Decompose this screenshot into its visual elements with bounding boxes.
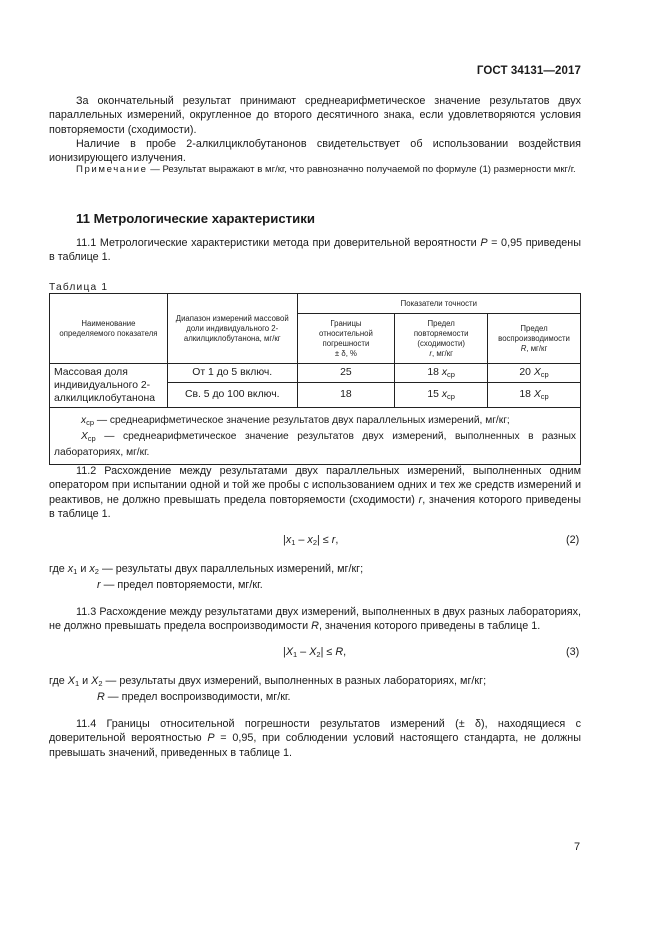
cell-delta: 18 bbox=[297, 382, 395, 407]
table-row bbox=[50, 364, 581, 383]
equation-number: (3) bbox=[566, 646, 580, 658]
header-accuracy-group: Показатели точности bbox=[297, 294, 580, 314]
note-label: Примечание bbox=[76, 164, 148, 175]
table-caption: Таблица 1 bbox=[49, 282, 109, 293]
paragraph-11-2: 11.2 Расхождение между результатами двух параллельных измерений, выполненных одним оператором при испытании одной и той же пробы с использованием одних и тех же средств измерений и реактивов, не должно превышать предела повторяемости (сходимости) r, значения которого приведены в таблице 1. bbox=[49, 465, 581, 520]
header-reproducibility: Предел воспроизводимости R, мг/кг bbox=[488, 314, 581, 364]
equation-3: $|X_1 - X_2| \le R$, bbox=[283, 646, 347, 659]
paragraph-11-3: 11.3 Расхождение между результатами двух измерений, выполненных в двух разных лабораториях, не должно превышать предела воспроизводимости R, значения которого приведены в таблице 1. bbox=[49, 606, 581, 633]
cell-range: От 1 до 5 включ. bbox=[167, 364, 297, 383]
header-error-bounds: Границы относительной погрешности ± δ, % bbox=[297, 314, 395, 364]
equation-number: (2) bbox=[566, 534, 580, 546]
where-line: где $X_1$ и $X_2$ — результаты двух измерений, выполненных в разных лабораториях, мг/кг; bbox=[49, 675, 487, 688]
where-line: r — предел повторяемости, мг/кг. bbox=[97, 579, 263, 591]
where-line: где $x_1$ и $x_2$ — результаты двух параллельных измерений, мг/кг; bbox=[49, 563, 364, 576]
cell-repeatability: 15 $x_{ср}$ bbox=[395, 382, 488, 407]
paragraph-11-1: 11.1 Метрологические характеристики метода при доверительной вероятности P = 0,95 приведены в таблице 1. bbox=[49, 237, 581, 264]
header-indicator-name: Наименование определяемого показателя bbox=[50, 294, 168, 364]
footnote-line: $x_{ср}$ — среднеарифметическое значение результатов двух параллельных измерений, мг/кг; bbox=[81, 415, 510, 427]
header-range: Диапазон измерений массовой доли индивидуального 2-алкилциклобутанона, мг/кг bbox=[167, 294, 297, 364]
cell-reproducibility: 20 $X_{ср}$ bbox=[488, 364, 581, 383]
note-text: — Результат выражают в мг/кг, что равнозначно получаемой по формуле (1) размерности мкг/г. bbox=[147, 164, 576, 175]
row-indicator-name: Массовая доля индивидуального 2-алкилциклобутанона bbox=[50, 364, 168, 408]
section-title: 11 Метрологические характеристики bbox=[76, 211, 315, 226]
footnote-line: $X_{ср}$ — среднеарифметическое значение результатов двух измерений, выполненных в разных лабораториях, мг/кг. bbox=[54, 431, 576, 458]
paragraph-11-4: 11.4 Границы относительной погрешности результатов измерений (± δ), находящиеся с доверительной вероятностью P = 0,95, при соблюдении условий настоящего стандарта, не должны превышать значений, приведенных в таблице 1. bbox=[49, 718, 581, 759]
where-line: R — предел воспроизводимости, мг/кг. bbox=[97, 691, 291, 703]
equation-2: $|x_1 - x_2| \le r$, bbox=[283, 534, 339, 547]
cell-repeatability: 18 $x_{ср}$ bbox=[395, 364, 488, 383]
table-metrology bbox=[49, 293, 581, 465]
cell-delta: 25 bbox=[297, 364, 395, 383]
note-paragraph bbox=[49, 163, 581, 177]
paragraph-presence: Наличие в пробе 2-алкилциклобутанонов свидетельствует об использовании воздействия ионизирующего излучения. bbox=[49, 138, 581, 165]
paragraph-final-result: За окончательный результат принимают среднеарифметическое значение результатов двух параллельных измерений, округленное до второго десятичного знака, если удовлетворяются условия повторяемости (сходимости). bbox=[49, 95, 581, 136]
table-footnote bbox=[50, 408, 581, 465]
cell-reproducibility: 18 $X_{ср}$ bbox=[488, 382, 581, 407]
cell-range: Св. 5 до 100 включ. bbox=[167, 382, 297, 407]
page-number: 7 bbox=[574, 841, 581, 853]
header-repeatability: Предел повторяемости (сходимости) r, мг/кг bbox=[395, 314, 488, 364]
gost-header: ГОСТ 34131—2017 bbox=[476, 65, 581, 77]
